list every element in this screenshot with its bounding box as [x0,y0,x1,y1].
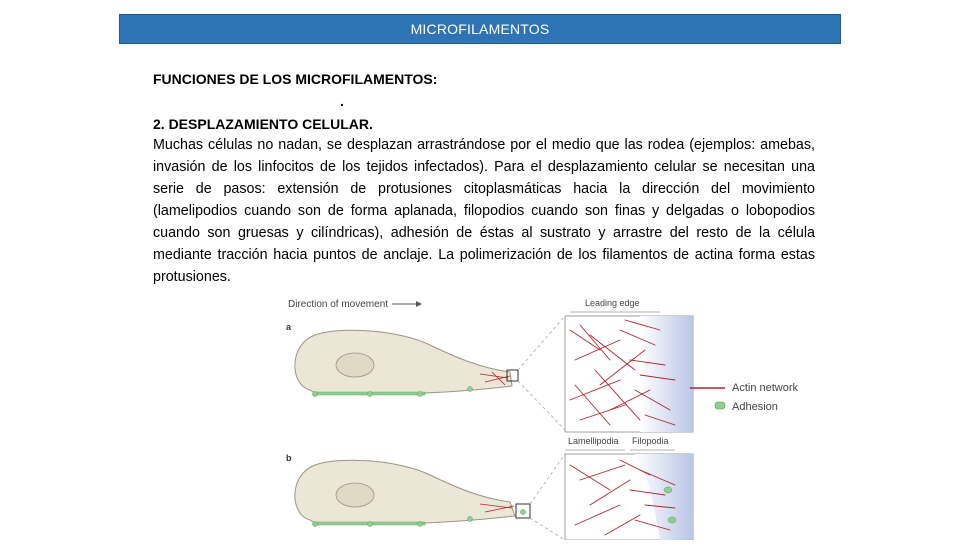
cell-migration-figure [280,290,840,540]
functions-heading: FUNCIONES DE LOS MICROFILAMENTOS: [153,71,438,87]
legend-adhesion-swatch [715,402,725,409]
lamellipodia-label: Lamellipodia [568,436,619,446]
zoom-panel-a [565,316,693,432]
direction-arrow-icon [392,301,422,307]
bullet-dot: . [340,93,344,109]
direction-label: Direction of movement [288,299,389,310]
zoom-connector-b [530,454,565,540]
figure-svg [280,290,840,540]
legend-adhesion-label: Adhesion [732,401,778,413]
body-paragraph: Muchas células no nadan, se desplazan arrastrándose por el medio que las rodea (ejemplos: amebas, invasión de los linfocitos de los tejidos infectados). Para el desplazamiento celular se necesitan una serie de pasos: extensión de protusiones citoplasmáticas hacia la dirección del movimiento (lamelipodios cuando son de forma aplanada, filopodios cuando son finas y delgadas o lobopodios cuando son gruesas y cilíndricas), adhesión de éstas al sustrato y arrastre del resto de la célula mediante tracción hacia puntos de anclaje. La polimerización de los filamentos de actina forma estas protusiones. [153,137,815,285]
leading-edge-label: Leading edge [585,298,640,308]
zoom-connector-a [518,316,565,430]
legend-actin-label: Actin network [732,382,799,394]
cell-b [295,460,530,526]
filopodia-label: Filopodia [632,436,669,446]
cell-a [295,330,518,396]
slide-title: MICROFILAMENTOS [410,21,550,37]
panel-b-label: b [286,453,292,463]
panel-a-label: a [286,322,292,332]
section-title: 2. DESPLAZAMIENTO CELULAR. [153,116,373,132]
legend [690,382,799,413]
zoom-panel-b [565,454,693,540]
slide-title-bar [119,14,841,44]
